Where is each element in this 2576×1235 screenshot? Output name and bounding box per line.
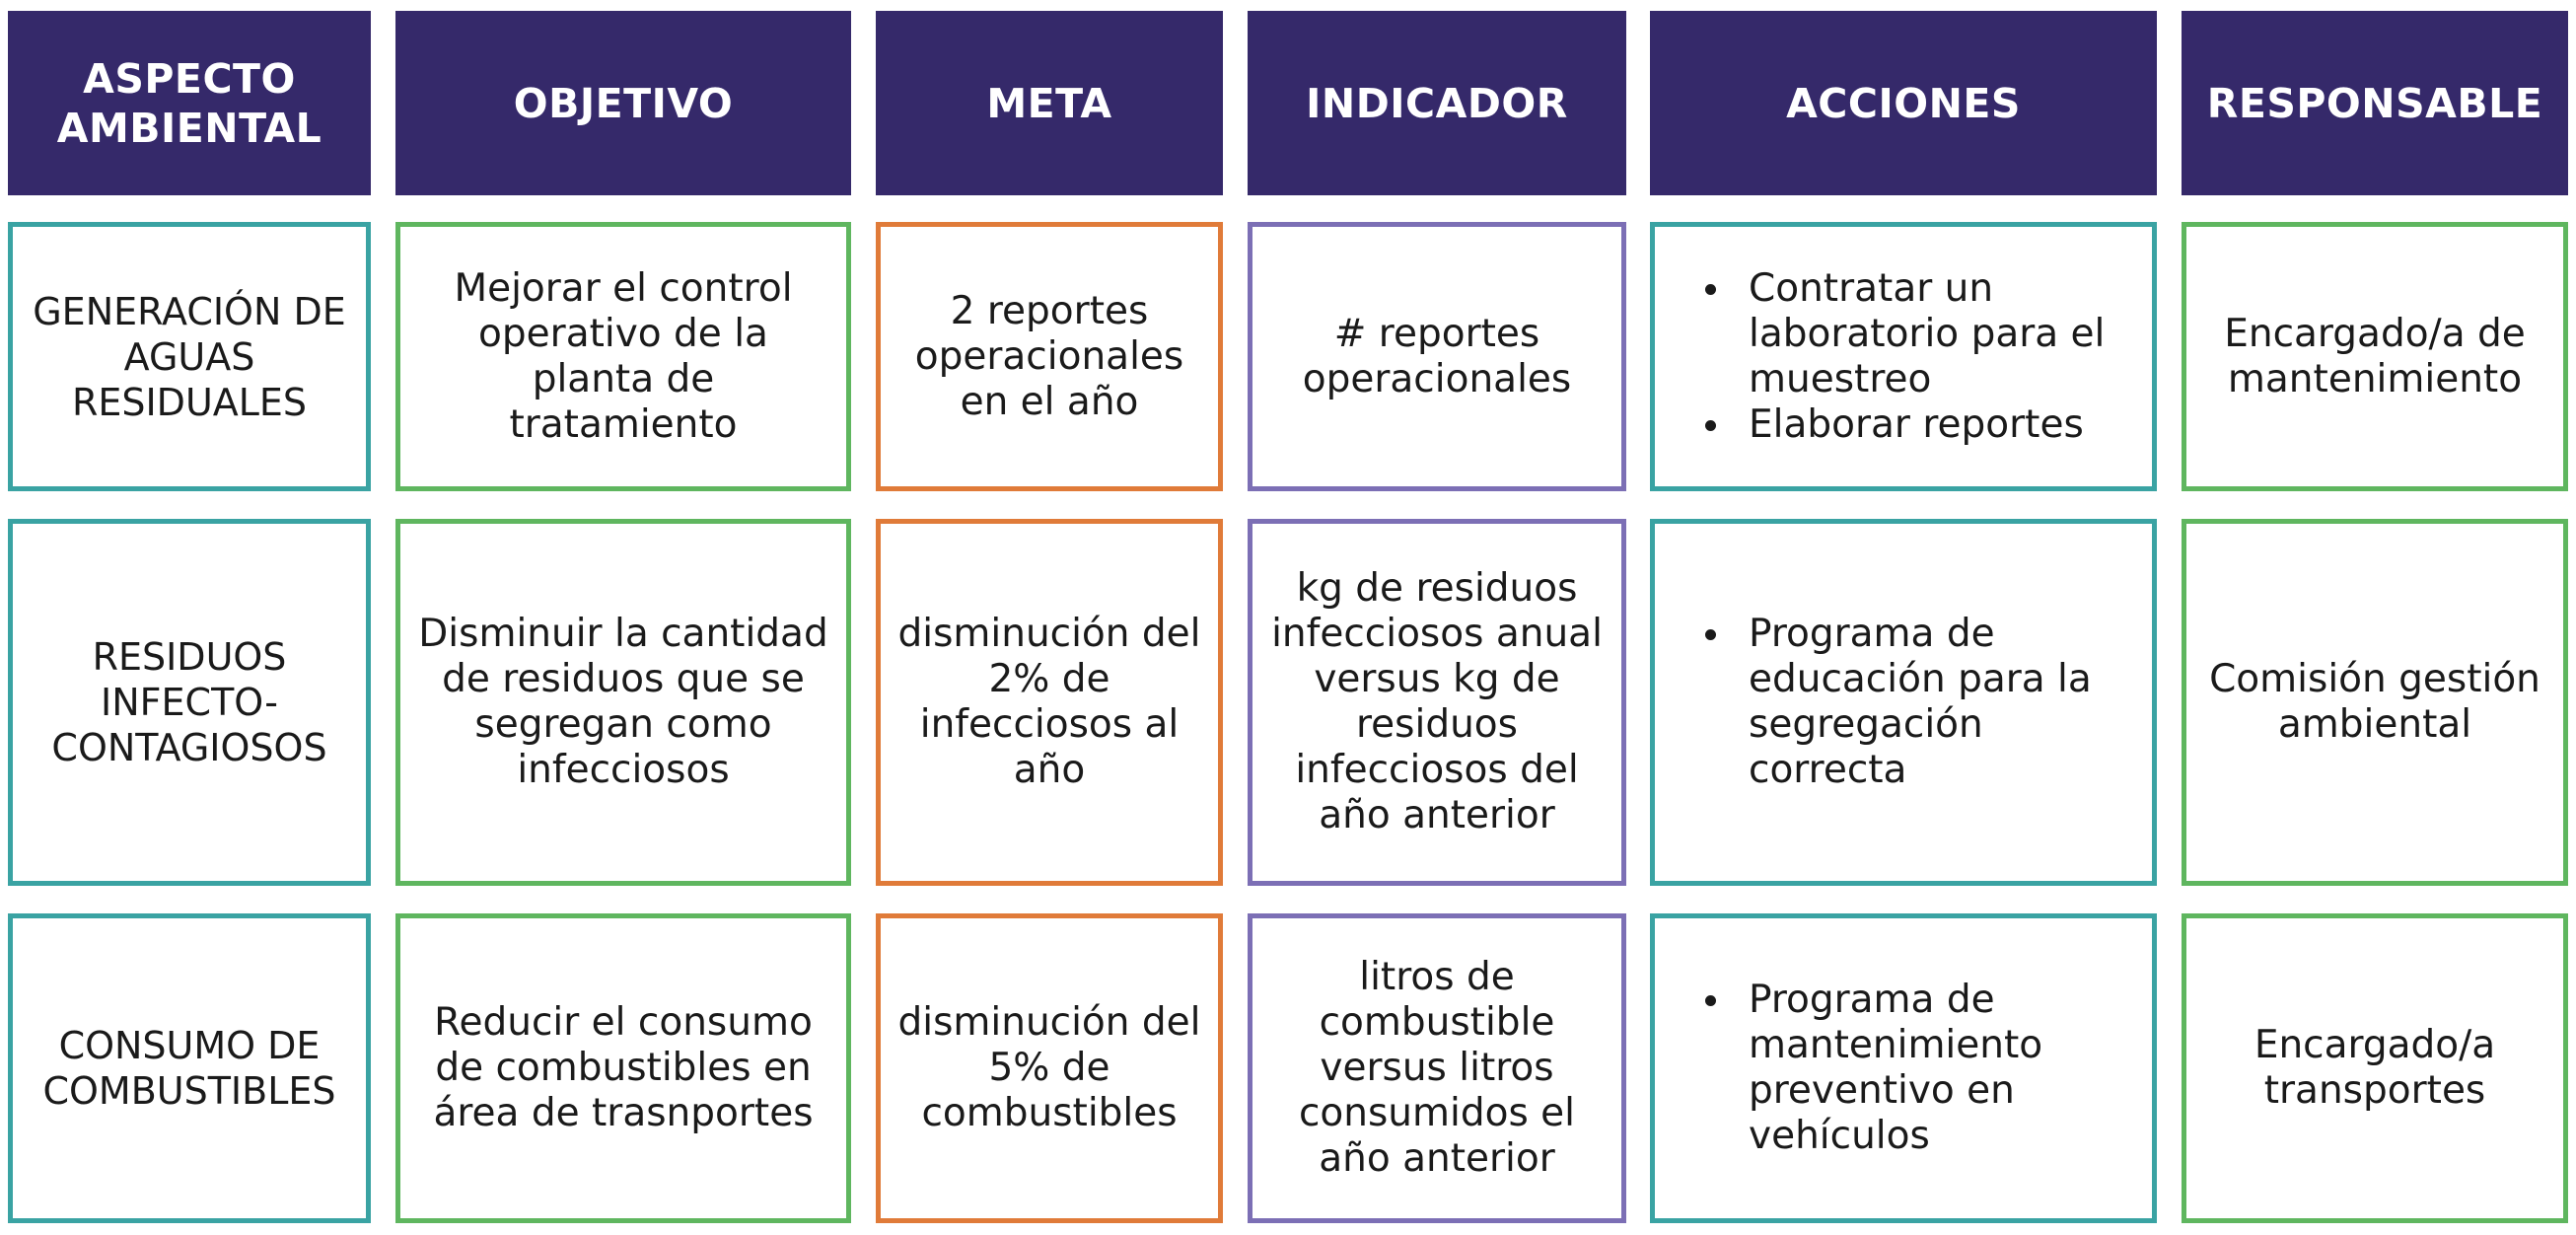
- row3-responsable-cell: [2182, 913, 2568, 1223]
- header-meta-label: META: [986, 79, 1112, 127]
- row3-indicador-cell: [1248, 913, 1626, 1223]
- row2-meta-text: disminución del 2% de infecciosos al año: [897, 612, 1201, 792]
- row1-aspecto-cell: [8, 222, 371, 491]
- row3-indicador-text: litros de combustible versus litros consumidos el año anterior: [1298, 955, 1576, 1181]
- header-acciones-label: ACCIONES: [1786, 79, 2021, 127]
- row2-acciones-cell: [1650, 519, 2157, 886]
- header-meta: [876, 11, 1223, 195]
- bullet-item: Programa de educación para la segregación correcta: [1749, 612, 2128, 793]
- header-indicador: [1248, 11, 1626, 195]
- header-responsable: [2182, 11, 2568, 195]
- row1-meta-text: 2 reportes operacionales en el año: [914, 288, 1184, 424]
- header-objetivo-label: OBJETIVO: [513, 79, 734, 127]
- row2-acciones-list: [1694, 612, 2128, 793]
- row2-objetivo-text: Disminuir la cantidad de residuos que se segregan como infecciosos: [418, 612, 828, 792]
- row3-responsable-text: Encargado/a transportes: [2254, 1023, 2496, 1113]
- row3-meta-cell: [876, 913, 1223, 1223]
- row3-aspecto-cell: [8, 913, 371, 1223]
- row3-meta-text: disminución del 5% de combustibles: [897, 1000, 1201, 1135]
- row3-acciones-list: [1694, 978, 2128, 1159]
- row2-aspecto-cell: [8, 519, 371, 886]
- row3-objetivo-cell: [395, 913, 851, 1223]
- row1-indicador-cell: [1248, 222, 1626, 491]
- row2-meta-cell: [876, 519, 1223, 886]
- row2-responsable-text: Comisión gestión ambiental: [2209, 657, 2540, 747]
- header-objetivo: [395, 11, 851, 195]
- row1-objetivo-text: Mejorar el control operativo de la planta de tratamiento: [454, 265, 793, 447]
- row3-acciones-cell: [1650, 913, 2157, 1223]
- row1-aspecto-text: GENERACIÓN DE AGUAS RESIDUALES: [33, 289, 346, 424]
- row3-objetivo-text: Reducir el consumo de combustibles en área de trasnportes: [433, 1000, 814, 1135]
- row2-aspecto-text: RESIDUOS INFECTO-CONTAGIOSOS: [51, 635, 327, 769]
- row2-responsable-cell: [2182, 519, 2568, 886]
- row1-objetivo-cell: [395, 222, 851, 491]
- bullet-item: Programa de mantenimiento preventivo en vehículos: [1749, 978, 2128, 1159]
- bullet-item: Elaborar reportes: [1749, 402, 2128, 448]
- row1-indicador-text: # reportes operacionales: [1302, 311, 1572, 401]
- row2-objetivo-cell: [395, 519, 851, 886]
- header-indicador-label: INDICADOR: [1306, 79, 1568, 127]
- row3-aspecto-text: CONSUMO DE COMBUSTIBLES: [42, 1024, 336, 1113]
- row1-responsable-text: Encargado/a de mantenimiento: [2224, 311, 2526, 401]
- row1-meta-cell: [876, 222, 1223, 491]
- header-aspecto-ambiental: [8, 11, 371, 195]
- row2-indicador-text: kg de residuos infecciosos anual versus kg de residuos infecciosos del año anterior: [1271, 566, 1603, 837]
- row1-acciones-cell: [1650, 222, 2157, 491]
- row1-acciones-list: [1694, 266, 2128, 448]
- header-aspecto-label: ASPECTO AMBIENTAL: [56, 54, 322, 152]
- bullet-item: Contratar un laboratorio para el muestreo: [1749, 266, 2128, 402]
- row2-indicador-cell: [1248, 519, 1626, 886]
- row1-responsable-cell: [2182, 222, 2568, 491]
- header-acciones: [1650, 11, 2157, 195]
- header-responsable-label: RESPONSABLE: [2206, 79, 2543, 127]
